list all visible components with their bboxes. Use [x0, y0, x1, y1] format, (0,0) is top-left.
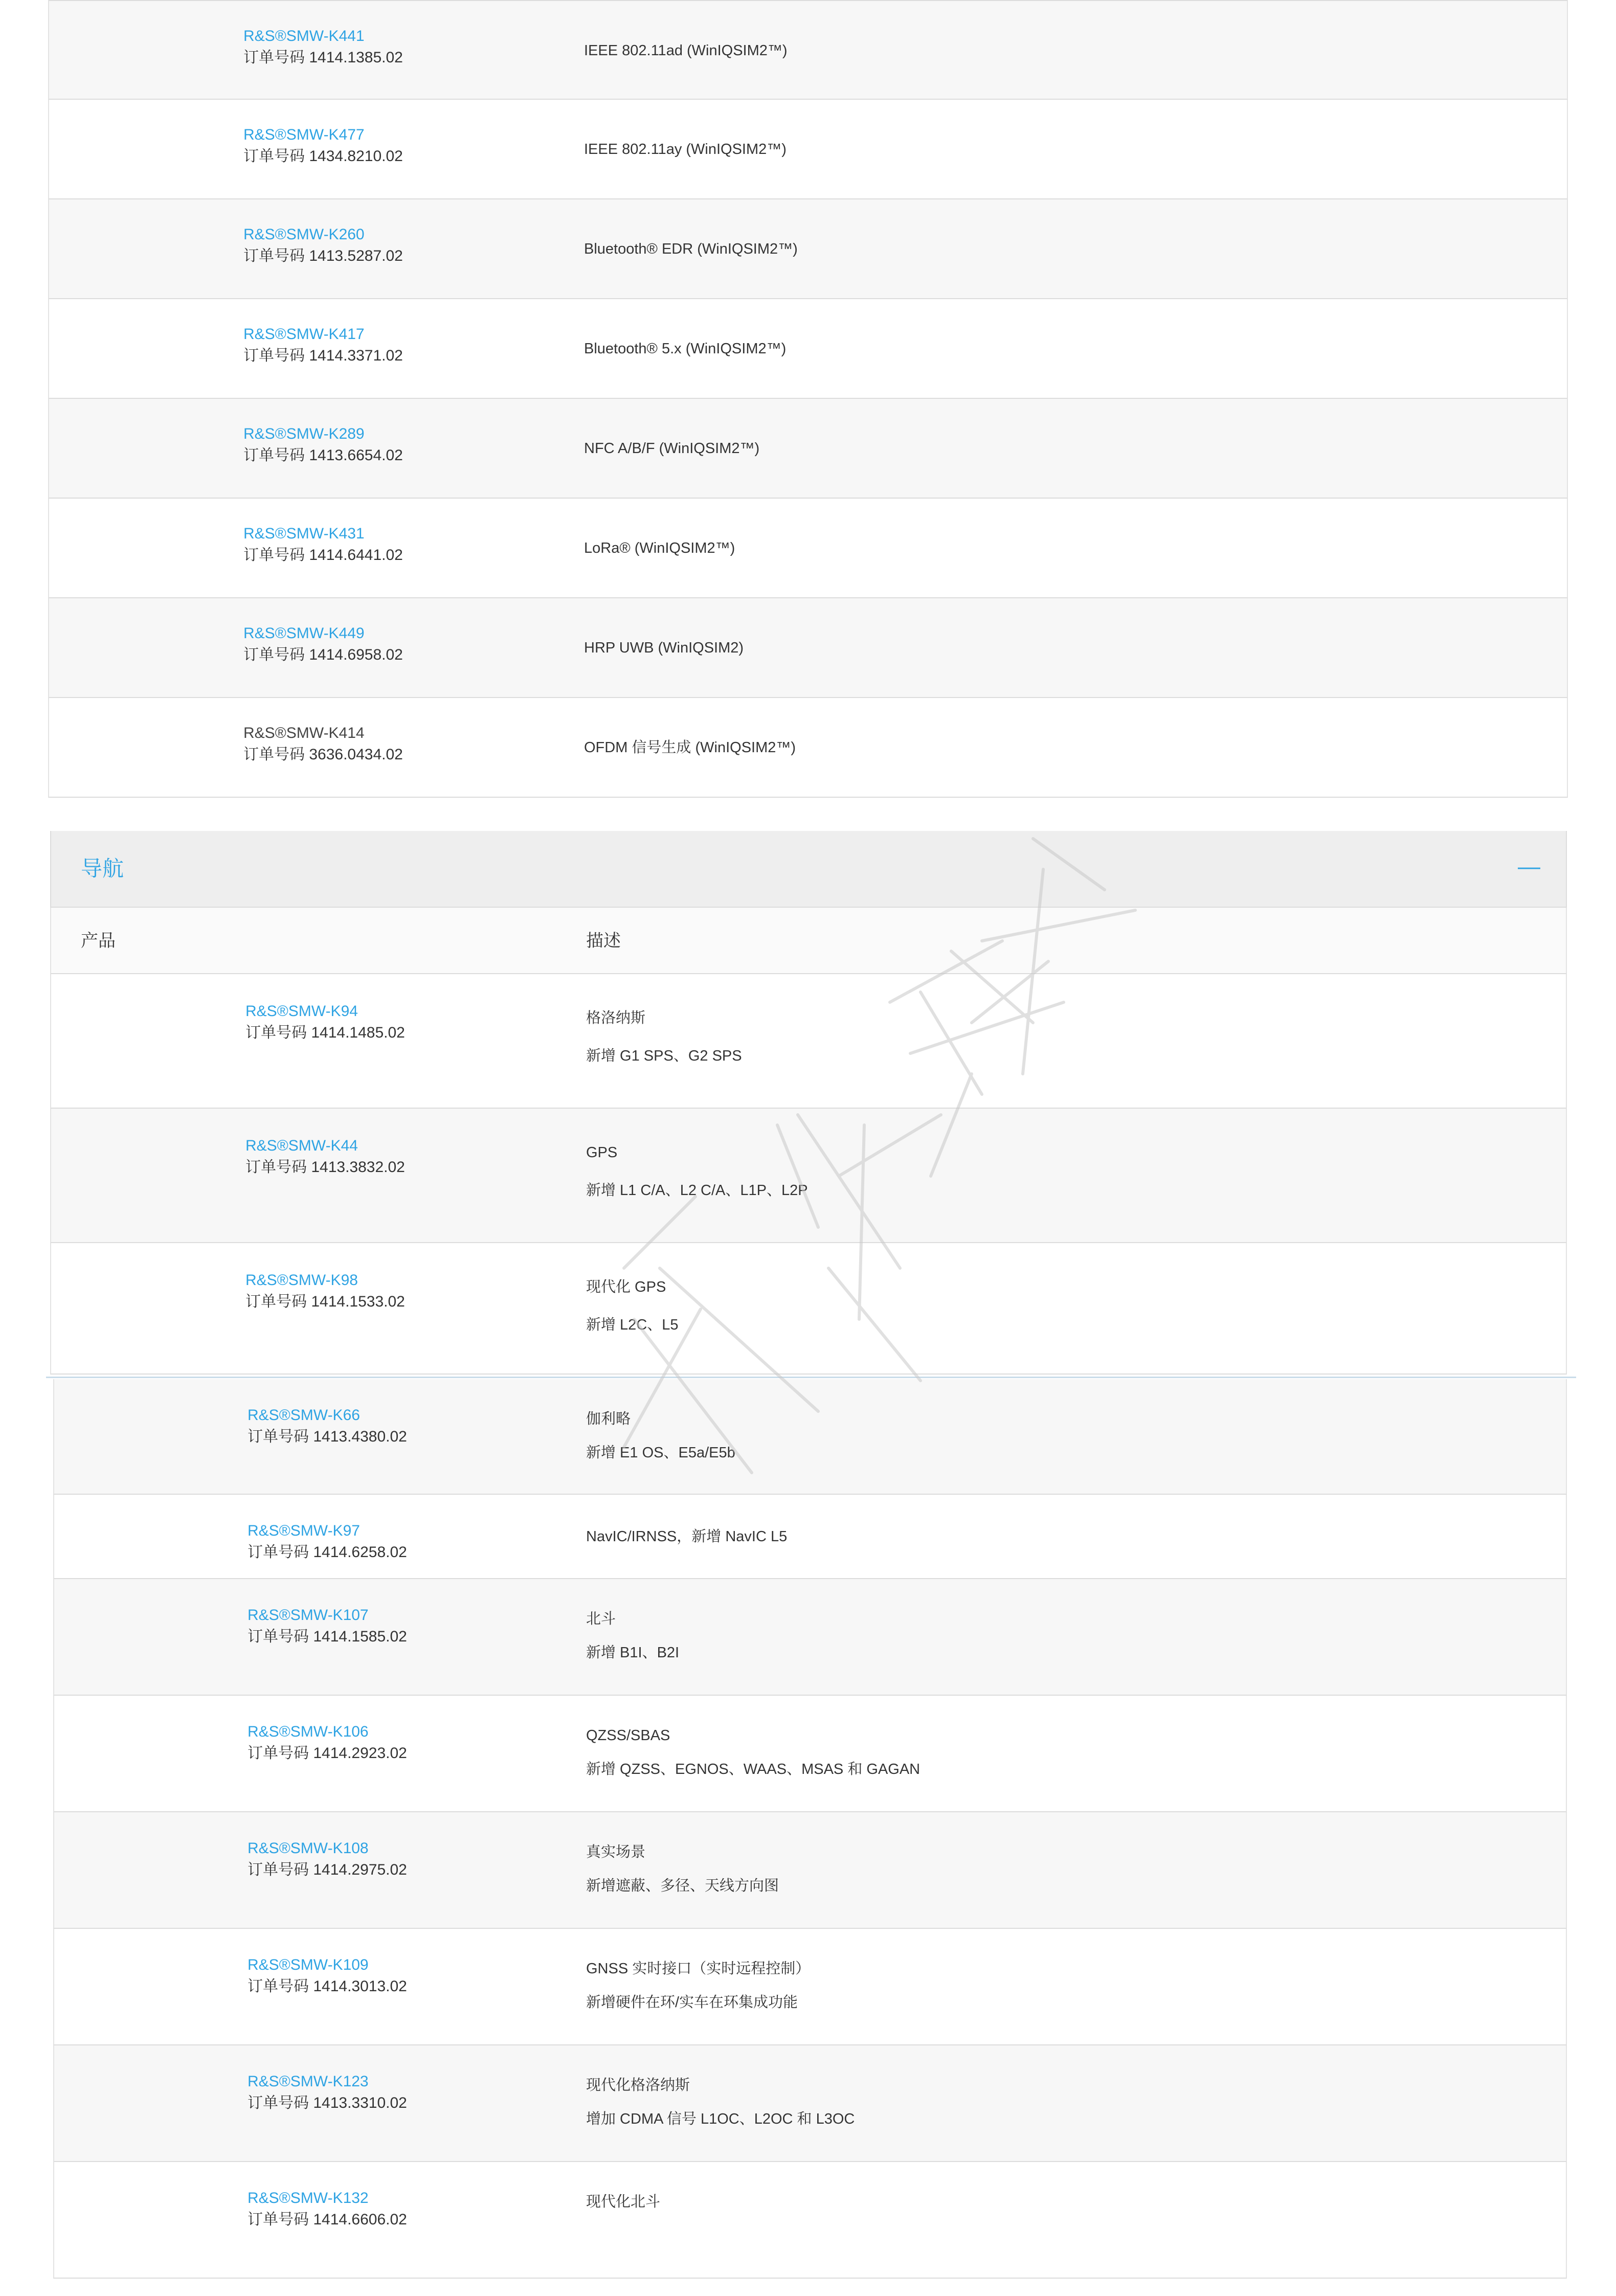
product-cell — [243, 523, 403, 566]
product-link[interactable]: R&S®SMW-K94 — [245, 1003, 358, 1020]
product-link[interactable]: R&S®SMW-K97 — [248, 1522, 360, 1539]
product-cell — [248, 1838, 407, 1881]
product-link[interactable]: R&S®SMW-K44 — [245, 1137, 358, 1154]
order-number: 订单号码 1414.2923.02 — [248, 1745, 407, 1762]
order-number: 订单号码 1414.6958.02 — [243, 646, 403, 663]
product-cell — [243, 224, 403, 267]
table-row — [53, 1579, 1567, 1696]
description-detail: 新增 L2C、L5 — [586, 1317, 679, 1333]
table-row — [50, 1109, 1567, 1243]
product-cell — [245, 1270, 405, 1313]
product-cell — [245, 1135, 405, 1178]
description-cell — [586, 2075, 855, 2129]
table-row — [53, 1379, 1567, 1495]
column-header-product: 产品 — [81, 931, 116, 951]
product-link[interactable]: R&S®SMW-K431 — [243, 525, 365, 542]
description-title: GPS — [586, 1144, 618, 1161]
description-title: 北斗 — [586, 1611, 616, 1627]
product-link[interactable]: R&S®SMW-K289 — [243, 425, 365, 442]
description-detail: 新增硬件在环/实车在环集成功能 — [586, 1994, 798, 2011]
product-cell — [248, 1954, 407, 1997]
section-title: 导航 — [81, 857, 124, 881]
table-row — [48, 698, 1568, 798]
description-detail: 新增 E1 OS、E5a/E5b — [586, 1445, 735, 1461]
description-title: 现代化北斗 — [586, 2194, 661, 2210]
order-number: 订单号码 1413.3310.02 — [248, 2095, 407, 2111]
order-number: 订单号码 1414.6441.02 — [243, 547, 403, 564]
description-detail: 新增 G1 SPS、G2 SPS — [586, 1048, 742, 1064]
description-title: GNSS 实时接口（实时远程控制） — [586, 1961, 811, 1977]
description-cell — [586, 1959, 810, 2013]
product-link[interactable]: R&S®SMW-K417 — [243, 326, 365, 343]
description-cell: Bluetooth® EDR (WinIQSIM2™) — [584, 241, 798, 257]
description-detail: 增加 CDMA 信号 L1OC、L2OC 和 L3OC — [586, 2111, 855, 2127]
column-header-description: 描述 — [586, 931, 621, 951]
navigation-table — [50, 831, 1567, 1375]
description-title: 现代化格洛纳斯 — [586, 2077, 690, 2094]
description-cell — [586, 1142, 808, 1201]
order-number: 订单号码 1413.3832.02 — [245, 1159, 405, 1176]
product-cell — [243, 423, 403, 466]
product-link[interactable]: R&S®SMW-K109 — [248, 1956, 369, 1973]
product-link[interactable]: R&S®SMW-K441 — [243, 28, 365, 44]
order-number: 订单号码 1414.1585.02 — [248, 1628, 407, 1645]
product-link[interactable]: R&S®SMW-K123 — [248, 2073, 369, 2090]
order-number: 订单号码 1414.1385.02 — [243, 49, 403, 66]
description-cell — [586, 1277, 679, 1335]
description-title: 格洛纳斯 — [586, 1010, 646, 1026]
product-cell — [243, 723, 403, 766]
description-cell — [586, 1725, 920, 1780]
lower-product-table — [53, 1379, 1567, 2279]
order-number: 订单号码 1413.6654.02 — [243, 447, 403, 464]
table-row — [48, 0, 1568, 100]
product-cell — [248, 1721, 407, 1764]
table-row — [48, 299, 1568, 399]
description-detail: 新增 B1I、B2I — [586, 1645, 680, 1661]
description-cell: Bluetooth® 5.x (WinIQSIM2™) — [584, 341, 787, 357]
table-row — [50, 1243, 1567, 1375]
description-cell: LoRa® (WinIQSIM2™) — [584, 540, 735, 556]
description-cell — [586, 1609, 679, 1663]
order-number: 订单号码 1414.1533.02 — [245, 1293, 405, 1310]
description-detail: 新增 QZSS、EGNOS、WAAS、MSAS 和 GAGAN — [586, 1761, 921, 1777]
top-product-table — [48, 0, 1568, 798]
table-header — [50, 908, 1567, 974]
order-number: 订单号码 1414.3371.02 — [243, 347, 403, 364]
table-row — [48, 499, 1568, 598]
table-row — [48, 100, 1568, 199]
description-detail: 新增 L1 C/A、L2 C/A、L1P、L2P — [586, 1182, 808, 1199]
product-cell — [248, 1520, 407, 1563]
product-link[interactable]: R&S®SMW-K477 — [243, 126, 365, 143]
product-link[interactable]: R&S®SMW-K449 — [243, 625, 365, 642]
description-cell — [586, 1495, 787, 1579]
product-cell — [248, 1405, 407, 1448]
table-row — [53, 2162, 1567, 2279]
description-cell: OFDM 信号生成 (WinIQSIM2™) — [584, 739, 796, 756]
description-cell — [586, 1409, 735, 1463]
product-link[interactable]: R&S®SMW-K132 — [248, 2190, 369, 2207]
order-number: 订单号码 1414.6606.02 — [248, 2211, 407, 2228]
table-row — [53, 1696, 1567, 1812]
table-row — [53, 1495, 1567, 1579]
product-link[interactable]: R&S®SMW-K66 — [248, 1407, 360, 1424]
order-number: 订单号码 1413.4380.02 — [248, 1428, 407, 1445]
navigation-section-header[interactable] — [50, 831, 1567, 908]
order-number: 订单号码 1414.3013.02 — [248, 1978, 407, 1995]
description-cell: IEEE 802.11ad (WinIQSIM2™) — [584, 42, 788, 59]
table-row — [48, 399, 1568, 499]
order-number: 订单号码 1414.1485.02 — [245, 1024, 405, 1041]
product-cell — [243, 26, 403, 69]
description-title: QZSS/SBAS — [586, 1727, 670, 1744]
description-title: NavIC/IRNSS，新增 NavIC L5 — [586, 1528, 788, 1545]
product-cell — [243, 324, 403, 367]
table-row — [53, 1929, 1567, 2045]
description-title: 现代化 GPS — [586, 1279, 666, 1295]
product-cell — [243, 124, 403, 167]
product-cell — [248, 2188, 407, 2231]
product-cell — [248, 1605, 407, 1648]
product-link[interactable]: R&S®SMW-K260 — [243, 226, 365, 243]
table-row — [50, 974, 1567, 1109]
table-row — [53, 2045, 1567, 2162]
description-cell — [586, 1008, 742, 1066]
page-divider — [46, 1377, 1576, 1378]
description-cell — [586, 1842, 779, 1896]
description-title: 伽利略 — [586, 1411, 631, 1427]
order-number: 订单号码 1414.6258.02 — [248, 1544, 407, 1561]
description-cell: NFC A/B/F (WinIQSIM2™) — [584, 440, 760, 457]
product-cell — [248, 2071, 407, 2114]
product-link[interactable]: R&S®SMW-K106 — [248, 1723, 369, 1740]
table-row — [48, 598, 1568, 698]
product-link[interactable]: R&S®SMW-K108 — [248, 1840, 369, 1857]
description-cell: HRP UWB (WinIQSIM2) — [584, 640, 744, 656]
product-link: R&S®SMW-K414 — [243, 725, 365, 741]
order-number: 订单号码 3636.0434.02 — [243, 746, 403, 763]
product-cell — [245, 1001, 405, 1044]
order-number: 订单号码 1434.8210.02 — [243, 148, 403, 165]
order-number: 订单号码 1414.2975.02 — [248, 1861, 407, 1878]
description-cell — [586, 2192, 660, 2212]
product-cell — [243, 623, 403, 666]
description-detail: 新增遮蔽、多径、天线方向图 — [586, 1878, 779, 1894]
collapse-icon[interactable]: — — [1518, 854, 1540, 879]
product-link[interactable]: R&S®SMW-K107 — [248, 1607, 369, 1624]
table-row — [48, 199, 1568, 299]
description-cell: IEEE 802.11ay (WinIQSIM2™) — [584, 141, 787, 157]
description-title: 真实场景 — [586, 1844, 646, 1860]
table-row — [53, 1812, 1567, 1929]
product-link[interactable]: R&S®SMW-K98 — [245, 1272, 358, 1289]
order-number: 订单号码 1413.5287.02 — [243, 247, 403, 264]
